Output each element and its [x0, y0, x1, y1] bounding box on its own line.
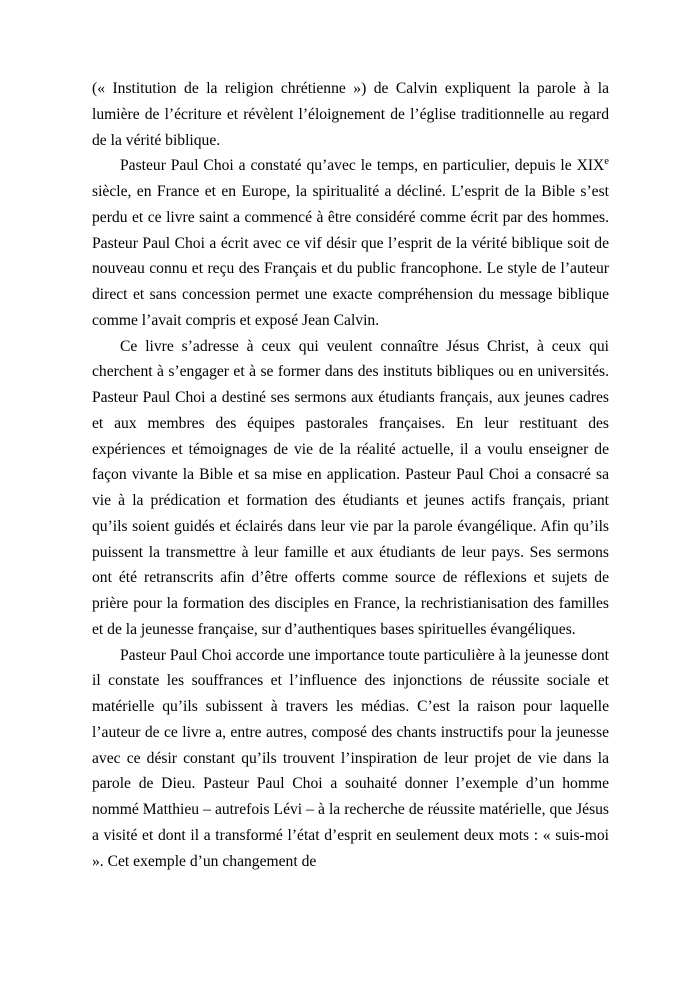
body-text-column	[92, 76, 609, 874]
body-paragraph-1: (« Institution de la religion chrétienne ») de Calvin expliquent la parole à la lumière de l’écriture et révèlent l’éloignement de l’église traditionnelle au regard de la vérité biblique.	[92, 80, 609, 149]
body-paragraph-4: Pasteur Paul Choi accorde une importance toute particulière à la jeunesse dont il constate les souffrances et l’influence des injonctions de réussite sociale et matérielle qu’ils subissent à travers les médias. C’est la raison pour laquelle l’auteur de ce livre a, entre autres, composé des chants instructifs pour la jeunesse avec ce désir constant qu’ils trouvent l’inspiration de leur projet de vie dans la parole de Dieu. Pasteur Paul Choi a souhaité donner l’exemple d’un homme nommé Matthieu – autrefois Lévi – à la recherche de réussite matérielle, que Jésus a visité et dont il a transformé l’état d’esprit en seulement deux mots : « suis-moi ». Cet exemple d’un changement de	[92, 646, 609, 870]
ordinal-superscript-e: e	[604, 156, 609, 168]
paragraph-2-segment-2: siècle, en France et en Europe, la spiritualité a décliné. L’esprit de la Bible s’est perdu et ce livre saint a commencé à être considéré comme écrit par des hommes. Pasteur Paul Choi a écrit avec ce vif désir que l’esprit de la vérité biblique soit de nouveau connu et reçu des Français et du public francophone. Le style de l’auteur direct et sans concession permet une exacte compréhension du message biblique comme l’avait compris et exposé Jean Calvin.	[92, 183, 609, 329]
body-paragraph-3: Ce livre s’adresse à ceux qui veulent connaître Jésus Christ, à ceux qui cherchent à s’engager et à se former dans des instituts bibliques ou en universités. Pasteur Paul Choi a destiné ses sermons aux étudiants français, aux jeunes cadres et aux membres des équipes pastorales françaises. En leur restituant des expériences et témoignages de vie de la réalité actuelle, il a voulu enseigner de façon vivante la Bible et sa mise en application. Pasteur Paul Choi a consacré sa vie à la prédication et formation des étudiants et jeunes actifs français, priant qu’ils soient guidés et éclairés dans leur vie par la parole évangélique. Afin qu’ils puissent la transmettre à leur famille et aux étudiants de leur pays. Ses sermons ont été retranscrits afin d’être offerts comme source de réflexions et sujets de prière pour la formation des disciples en France, la rechristianisation des familles et de la jeunesse française, sur d’authentiques bases spirituelles évangéliques.	[92, 337, 609, 638]
paragraph-2-segment-1: Pasteur Paul Choi a constaté qu’avec le temps, en particulier, depuis le XIX	[120, 157, 605, 175]
body-paragraph-2	[92, 153, 609, 333]
